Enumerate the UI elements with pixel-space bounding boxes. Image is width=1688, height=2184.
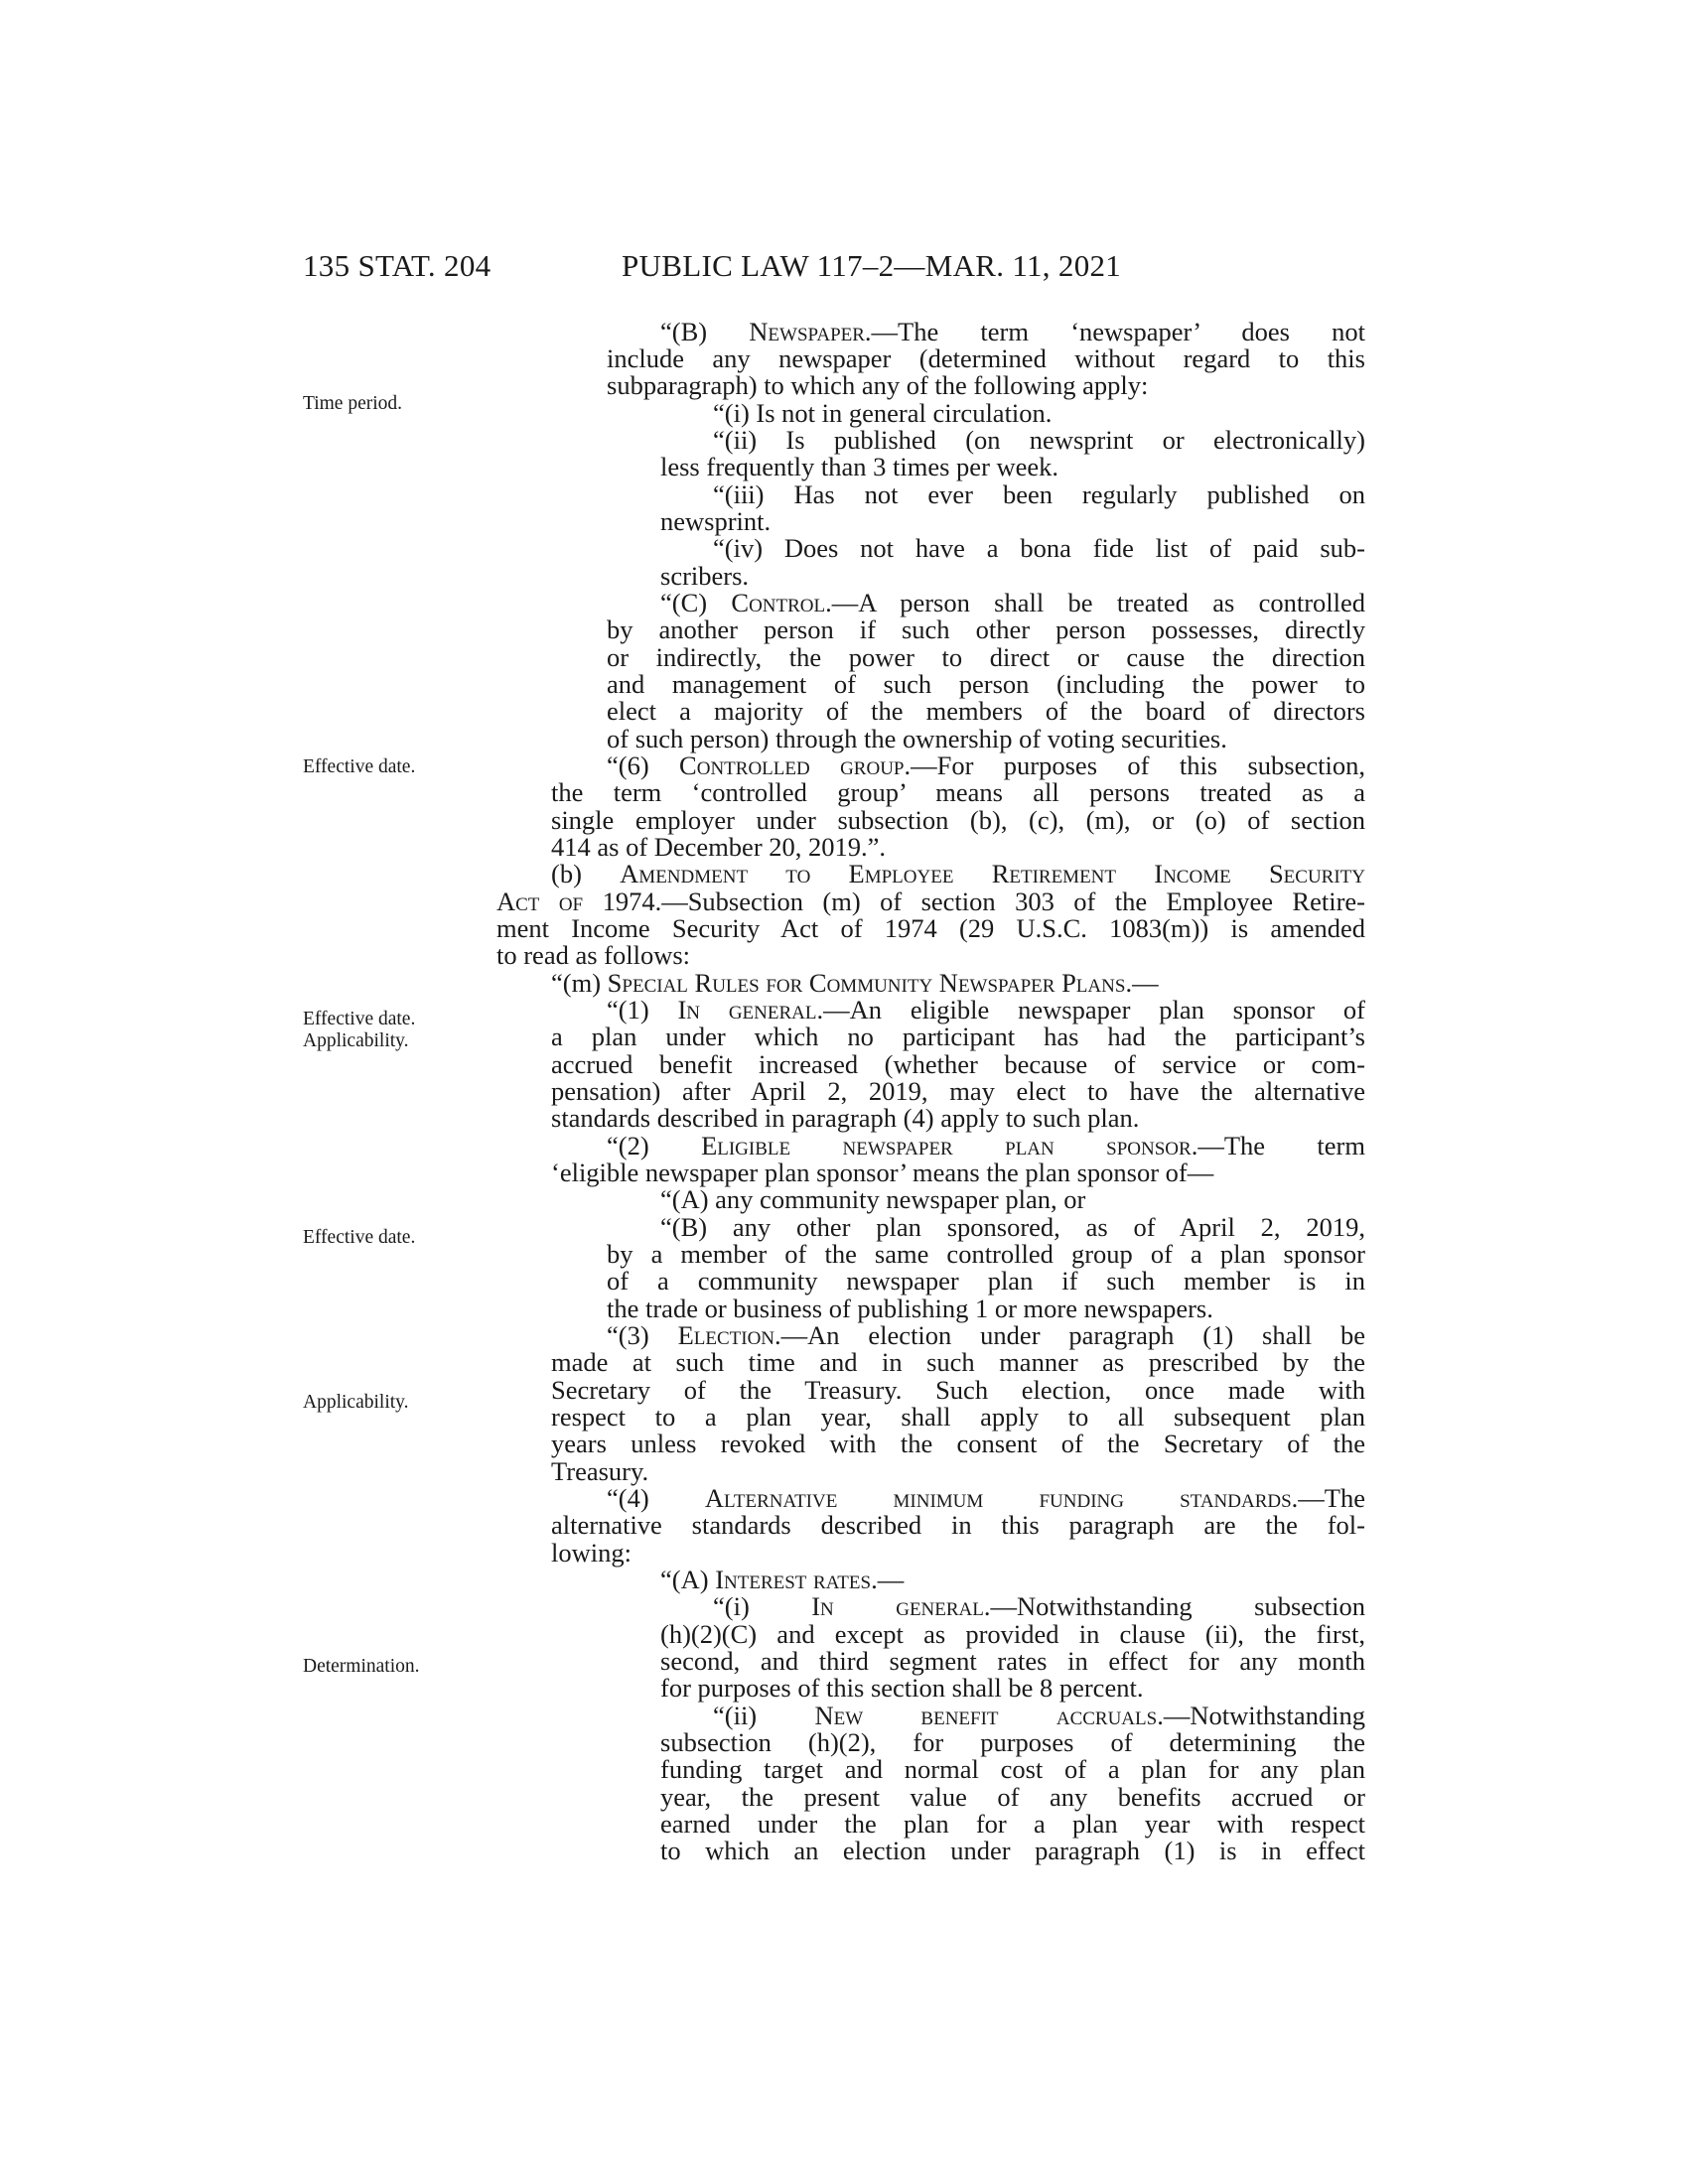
- text-line: “(B) any other plan sponsored, as of April 2, 2019,: [660, 1212, 1365, 1242]
- text-line: ment Income Security Act of 1974 (29 U.S.C. 1083(m)) is amended: [496, 913, 1365, 943]
- page-title: PUBLIC LAW 117–2—MAR. 11, 2021: [622, 248, 1122, 283]
- text-line: elect a majority of the members of the board of directors: [607, 696, 1365, 726]
- text-line: “(C) Control.—A person shall be treated as controlled: [660, 588, 1366, 617]
- margin-note: Effective date.: [303, 1009, 416, 1029]
- text-line: “(ii) New benefit accruals.—Notwithstanding: [713, 1701, 1366, 1730]
- text-line: single employer under subsection (b), (c), (m), or (o) of section: [551, 805, 1365, 835]
- text-line: include any newspaper (determined without regard to this: [607, 343, 1365, 373]
- text-line: Secretary of the Treasury. Such election, once made with: [551, 1375, 1365, 1405]
- margin-note: Effective date.: [303, 1227, 416, 1248]
- text-line: made at such time and in such manner as prescribed by the: [551, 1347, 1365, 1377]
- text-line: “(4) Alternative minimum funding standards.—The: [607, 1483, 1365, 1513]
- text-line: respect to a plan year, shall apply to all subsequent plan: [551, 1402, 1365, 1432]
- text-line: less frequently than 3 times per week.: [660, 452, 1059, 481]
- text-line: ‘eligible newspaper plan sponsor’ means the plan sponsor of—: [551, 1158, 1214, 1187]
- text-line: alternative standards described in this paragraph are the fol-: [551, 1510, 1365, 1540]
- text-line: “(iv) Does not have a bona fide list of paid sub-: [713, 533, 1365, 563]
- text-line: scribers.: [660, 561, 750, 591]
- text-line: “(i) In general.—Notwithstanding subsection: [713, 1591, 1366, 1621]
- text-line: accrued benefit increased (whether because of service or com-: [551, 1049, 1365, 1079]
- text-line: “(m) Special Rules for Community Newspaper Plans.—: [551, 968, 1159, 998]
- text-line: (b) Amendment to Employee Retirement Income Security: [551, 859, 1366, 888]
- text-line: “(B) Newspaper.—The term ‘newspaper’ does not: [660, 317, 1365, 346]
- text-line: to read as follows:: [496, 940, 691, 970]
- text-line: “(3) Election.—An election under paragraph (1) shall be: [607, 1320, 1365, 1350]
- text-line: the term ‘controlled group’ means all persons treated as a: [551, 777, 1365, 807]
- page-citation: 135 STAT. 204: [303, 248, 492, 283]
- text-line: or indirectly, the power to direct or cause the direction: [607, 642, 1365, 672]
- text-line: a plan under which no participant has had the participant’s: [551, 1022, 1365, 1051]
- text-line: by a member of the same controlled group of a plan sponsor: [607, 1239, 1365, 1269]
- text-line: lowing:: [551, 1538, 632, 1568]
- margin-note: Applicability.: [303, 1392, 409, 1413]
- text-line: “(6) Controlled group.—For purposes of this subsection,: [607, 751, 1365, 780]
- margin-note: Effective date.: [303, 756, 416, 777]
- text-line: “(A) any community newspaper plan, or: [660, 1184, 1086, 1214]
- text-line: “(iii) Has not ever been regularly published on: [713, 479, 1365, 509]
- text-line: “(A) Interest rates.—: [660, 1565, 905, 1594]
- text-line: “(i) Is not in general circulation.: [713, 398, 1053, 428]
- margin-note: Time period.: [303, 393, 403, 414]
- text-line: “(ii) Is published (on newsprint or electronically): [713, 425, 1365, 455]
- text-line: for purposes of this section shall be 8 percent.: [660, 1673, 1144, 1703]
- text-line: of a community newspaper plan if such member is in: [607, 1266, 1365, 1296]
- text-line: and management of such person (including the power to: [607, 669, 1365, 699]
- text-line: “(2) Eligible newspaper plan sponsor.—The term: [607, 1131, 1365, 1160]
- text-line: pensation) after April 2, 2019, may elect to have the alternative: [551, 1076, 1365, 1106]
- text-line: Act of 1974.—Subsection (m) of section 303 of the Employee Retire-: [496, 887, 1365, 916]
- text-line: Treasury.: [551, 1456, 649, 1486]
- text-line: standards described in paragraph (4) apply to such plan.: [551, 1103, 1140, 1133]
- text-line: subsection (h)(2), for purposes of determining the: [660, 1727, 1365, 1757]
- text-line: 414 as of December 20, 2019.”.: [551, 832, 887, 862]
- text-line: year, the present value of any benefits accrued or: [660, 1782, 1365, 1812]
- text-line: newsprint.: [660, 506, 772, 536]
- text-line: the trade or business of publishing 1 or more newspapers.: [607, 1294, 1213, 1323]
- text-line: earned under the plan for a plan year with respect: [660, 1809, 1365, 1839]
- text-line: years unless revoked with the consent of the Secretary of the: [551, 1429, 1365, 1458]
- text-line: of such person) through the ownership of voting securities.: [607, 724, 1227, 753]
- text-line: to which an election under paragraph (1) is in effect: [660, 1836, 1365, 1865]
- text-line: second, and third segment rates in effect for any month: [660, 1646, 1365, 1676]
- text-line: (h)(2)(C) and except as provided in clause (ii), the first,: [660, 1619, 1365, 1649]
- margin-note: Applicability.: [303, 1030, 409, 1051]
- margin-note: Determination.: [303, 1656, 420, 1677]
- text-line: “(1) In general.—An eligible newspaper plan sponsor of: [607, 995, 1365, 1024]
- text-line: by another person if such other person possesses, directly: [607, 614, 1365, 644]
- text-line: funding target and normal cost of a plan for any plan: [660, 1754, 1365, 1784]
- text-line: subparagraph) to which any of the following apply:: [607, 370, 1149, 400]
